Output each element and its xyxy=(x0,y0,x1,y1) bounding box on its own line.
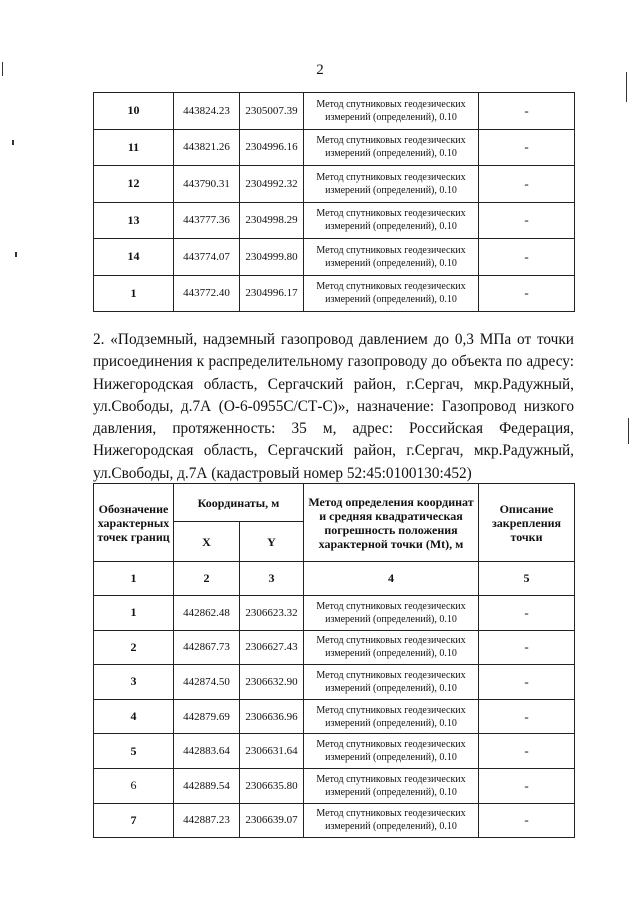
coord-x: 442874.50 xyxy=(174,665,240,700)
coord-x: 443824.23 xyxy=(174,93,240,130)
description: - xyxy=(479,202,575,239)
table-row xyxy=(94,630,575,665)
point-number: 13 xyxy=(94,202,174,239)
table-row xyxy=(94,93,575,130)
coord-x: 442883.64 xyxy=(174,734,240,769)
table-row xyxy=(94,596,575,631)
coord-y: 2304999.80 xyxy=(240,239,304,276)
coord-y: 2304998.29 xyxy=(240,202,304,239)
method: Метод спутниковых геодезических измерений (определений), 0.10 xyxy=(304,129,479,166)
method: Метод спутниковых геодезических измерений (определений), 0.10 xyxy=(304,166,479,203)
method: Метод спутниковых геодезических измерений (определений), 0.10 xyxy=(304,665,479,700)
scan-mark xyxy=(15,252,17,257)
coord-x: 443777.36 xyxy=(174,202,240,239)
description: - xyxy=(479,768,575,803)
description: - xyxy=(479,129,575,166)
column-index: 4 xyxy=(304,562,479,596)
point-number: 10 xyxy=(94,93,174,130)
object-description-paragraph: 2. «Подземный, надземный газопровод давлением до 0,3 МПа от точки присоединения к распределительному газопроводу до объекта по адресу: Нижегородская область, Сергачский район, г.Сергач, мкр.Радужный, ул.Свободы, д.7А (О-6-0955С/СТ-С)», назначение: Газопровод низкого давления, протяженность: 35 м, адрес: Российская Федерация, Нижегородская область, Сергачский район, г.Сергач, мкр.Радужный, ул.Свободы, д.7А (кадастровый номер 52:45:0100130:452) xyxy=(93,331,574,482)
coord-x: 443790.31 xyxy=(174,166,240,203)
header-row xyxy=(94,484,575,522)
coordinates-table-1 xyxy=(93,92,575,312)
table-row xyxy=(94,803,575,838)
description: - xyxy=(479,239,575,276)
coord-x: 443772.40 xyxy=(174,275,240,312)
coord-x: 443774.07 xyxy=(174,239,240,276)
coord-y: 2304992.32 xyxy=(240,166,304,203)
description: - xyxy=(479,803,575,838)
page-number: 2 xyxy=(316,62,324,78)
point-number: 11 xyxy=(94,129,174,166)
table-row xyxy=(94,202,575,239)
scan-mark xyxy=(12,140,14,145)
point-number: 4 xyxy=(94,699,174,734)
description: - xyxy=(479,699,575,734)
header-description: Описание закрепления точки xyxy=(479,484,575,562)
coord-x: 442862.48 xyxy=(174,596,240,631)
description: - xyxy=(479,275,575,312)
coord-y: 2305007.39 xyxy=(240,93,304,130)
header-method: Метод определения координат и средняя квадратическая погрешность положения характерной точки (Mt), м xyxy=(304,484,479,562)
table-row xyxy=(94,734,575,769)
coord-y: 2306635.80 xyxy=(240,768,304,803)
description: - xyxy=(479,93,575,130)
table-row xyxy=(94,275,575,312)
point-number: 6 xyxy=(94,768,174,803)
header-point-designation: Обозначение характерных точек границ xyxy=(94,484,174,562)
coord-y: 2304996.17 xyxy=(240,275,304,312)
column-index-row xyxy=(94,562,575,596)
column-index: 5 xyxy=(479,562,575,596)
table-row xyxy=(94,239,575,276)
table-row xyxy=(94,129,575,166)
coord-y: 2306623.32 xyxy=(240,596,304,631)
point-number: 1 xyxy=(94,275,174,312)
column-index: 1 xyxy=(94,562,174,596)
coord-x: 443821.26 xyxy=(174,129,240,166)
method: Метод спутниковых геодезических измерений (определений), 0.10 xyxy=(304,768,479,803)
point-number: 3 xyxy=(94,665,174,700)
coord-x: 442879.69 xyxy=(174,699,240,734)
coord-y: 2306639.07 xyxy=(240,803,304,838)
method: Метод спутниковых геодезических измерений (определений), 0.10 xyxy=(304,93,479,130)
point-number: 7 xyxy=(94,803,174,838)
point-number: 2 xyxy=(94,630,174,665)
point-number: 1 xyxy=(94,596,174,631)
point-number: 12 xyxy=(94,166,174,203)
coord-y: 2306632.90 xyxy=(240,665,304,700)
method: Метод спутниковых геодезических измерений (определений), 0.10 xyxy=(304,699,479,734)
point-number: 5 xyxy=(94,734,174,769)
header-x: X xyxy=(174,522,240,562)
description: - xyxy=(479,166,575,203)
coord-x: 442889.54 xyxy=(174,768,240,803)
description: - xyxy=(479,630,575,665)
coord-y: 2306636.96 xyxy=(240,699,304,734)
method: Метод спутниковых геодезических измерений (определений), 0.10 xyxy=(304,275,479,312)
coord-x: 442867.73 xyxy=(174,630,240,665)
point-number: 14 xyxy=(94,239,174,276)
description: - xyxy=(479,665,575,700)
description: - xyxy=(479,734,575,769)
method: Метод спутниковых геодезических измерений (определений), 0.10 xyxy=(304,630,479,665)
table-row xyxy=(94,699,575,734)
header-coordinates: Координаты, м xyxy=(174,484,304,522)
method: Метод спутниковых геодезических измерений (определений), 0.10 xyxy=(304,239,479,276)
description: - xyxy=(479,596,575,631)
column-index: 3 xyxy=(240,562,304,596)
table-row xyxy=(94,665,575,700)
method: Метод спутниковых геодезических измерений (определений), 0.10 xyxy=(304,202,479,239)
column-index: 2 xyxy=(174,562,240,596)
method: Метод спутниковых геодезических измерений (определений), 0.10 xyxy=(304,803,479,838)
coord-y: 2306627.43 xyxy=(240,630,304,665)
header-y: Y xyxy=(240,522,304,562)
scan-mark xyxy=(628,418,629,444)
table-row xyxy=(94,166,575,203)
coord-x: 442887.23 xyxy=(174,803,240,838)
method: Метод спутниковых геодезических измерений (определений), 0.10 xyxy=(304,596,479,631)
coordinates-table-2 xyxy=(93,483,575,838)
method: Метод спутниковых геодезических измерений (определений), 0.10 xyxy=(304,734,479,769)
coord-y: 2304996.16 xyxy=(240,129,304,166)
coord-y: 2306631.64 xyxy=(240,734,304,769)
table-row xyxy=(94,768,575,803)
